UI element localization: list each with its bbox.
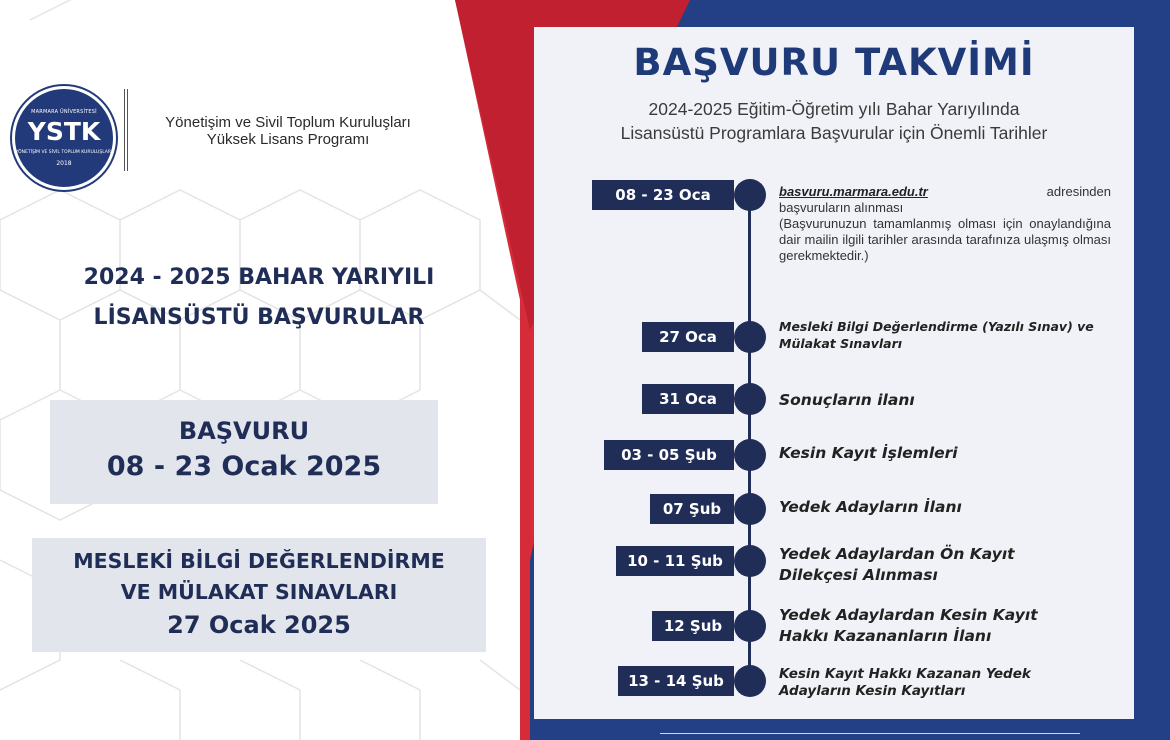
timeline-event-5 [779, 497, 1111, 518]
timeline-date: 27 Oca [642, 322, 734, 352]
timeline-date: 07 Şub [650, 494, 734, 524]
basvuru-label: BAŞVURU [178, 417, 310, 445]
event-text-line1: Kesin Kayıt İşlemleri [779, 444, 958, 462]
timeline-date: 13 - 14 Şub [618, 666, 734, 696]
logo-text: YSTK [27, 117, 101, 146]
panel-subtitle-line1: 2024-2025 Eğitim-Öğretim yılı Bahar Yarıyılında [648, 99, 1020, 119]
left-title-line1: 2024 - 2025 BAHAR YARIYILI [83, 265, 435, 290]
program-name [138, 114, 438, 148]
bottom-rule [660, 733, 1080, 734]
event-text-line1: Yedek Adayların İlanı [779, 498, 962, 516]
timeline-event-3 [779, 390, 1111, 411]
timeline-dot [734, 179, 766, 211]
link-suffix: adresinden [1046, 184, 1111, 199]
timeline-dot [734, 545, 766, 577]
program-name-line2: Yüksek Lisans Programı [206, 131, 370, 148]
timeline-dot [734, 439, 766, 471]
mesleki-line1: MESLEKİ BİLGİ DEĞERLENDİRME [73, 549, 445, 573]
timeline-event-8 [779, 666, 1111, 700]
left-title-line2: LİSANSÜSTÜ BAŞVURULAR [93, 305, 425, 330]
mesleki-box [32, 538, 486, 652]
panel-subtitle-line2: Lisansüstü Programlara Başvurular için Önemli Tarihler [620, 123, 1048, 143]
timeline-event-7 [779, 605, 1111, 647]
timeline-event-2 [779, 318, 1111, 352]
event-text-line1: başvuruların alınması [779, 200, 904, 215]
left-title [0, 258, 518, 338]
timeline-event-6 [779, 544, 1111, 586]
timeline-dot [734, 321, 766, 353]
event-text-line2: Mülakat Sınavları [779, 336, 903, 351]
event-text-line2: Hakkı Kazananların İlanı [779, 627, 992, 645]
mesleki-line2: VE MÜLAKAT SINAVLARI [120, 580, 398, 604]
basvuru-box [50, 400, 438, 504]
timeline-date: 31 Oca [642, 384, 734, 414]
event-text-line1: Sonuçların ilanı [779, 391, 915, 409]
event-text-line1: Mesleki Bilgi Değerlendirme (Yazılı Sınav) ve [779, 319, 1094, 334]
panel-subtitle [534, 97, 1134, 145]
timeline-date: 08 - 23 Oca [592, 180, 734, 210]
event-text-line2: (Başvurunuzun tamamlanmış olması için onaylandığına dair mailin ilgili tarihler arasında tarafınıza ulaşmış olması gerekmektedir.) [779, 216, 1111, 263]
application-link[interactable]: basvuru.marmara.edu.tr [779, 184, 928, 199]
logo-year: 2018 [56, 160, 72, 167]
ystk-logo [12, 86, 116, 190]
basvuru-dates: 08 - 23 Ocak 2025 [106, 451, 382, 482]
logo-program-text: YÖNETİŞİM VE SİVİL TOPLUM KURULUŞLARI [15, 150, 113, 155]
logo-university-text: MARMARA ÜNİVERSİTESİ [31, 109, 97, 115]
event-text-line2: Adayların Kesin Kayıtları [779, 683, 966, 699]
timeline-date: 03 - 05 Şub [604, 440, 734, 470]
timeline-event-4 [779, 443, 1111, 464]
panel-title: BAŞVURU TAKVİMİ [633, 41, 1035, 84]
timeline-date: 10 - 11 Şub [616, 546, 734, 576]
timeline-dot [734, 665, 766, 697]
mesleki-date: 27 Ocak 2025 [167, 611, 351, 639]
event-text-line1: Yedek Adaylardan Kesin Kayıt [779, 606, 1038, 624]
timeline-dot [734, 493, 766, 525]
program-name-line1: Yönetişim ve Sivil Toplum Kuruluşları [165, 114, 411, 131]
event-text-line2: Dilekçesi Alınması [779, 566, 938, 584]
timeline-dot [734, 610, 766, 642]
event-text-line1: Kesin Kayıt Hakkı Kazanan Yedek [779, 666, 1031, 682]
event-text-line1: Yedek Adaylardan Ön Kayıt [779, 545, 1015, 563]
logo-divider [124, 89, 128, 171]
timeline-event-1 [779, 184, 1111, 264]
timeline-dot [734, 383, 766, 415]
timeline-date: 12 Şub [652, 611, 734, 641]
